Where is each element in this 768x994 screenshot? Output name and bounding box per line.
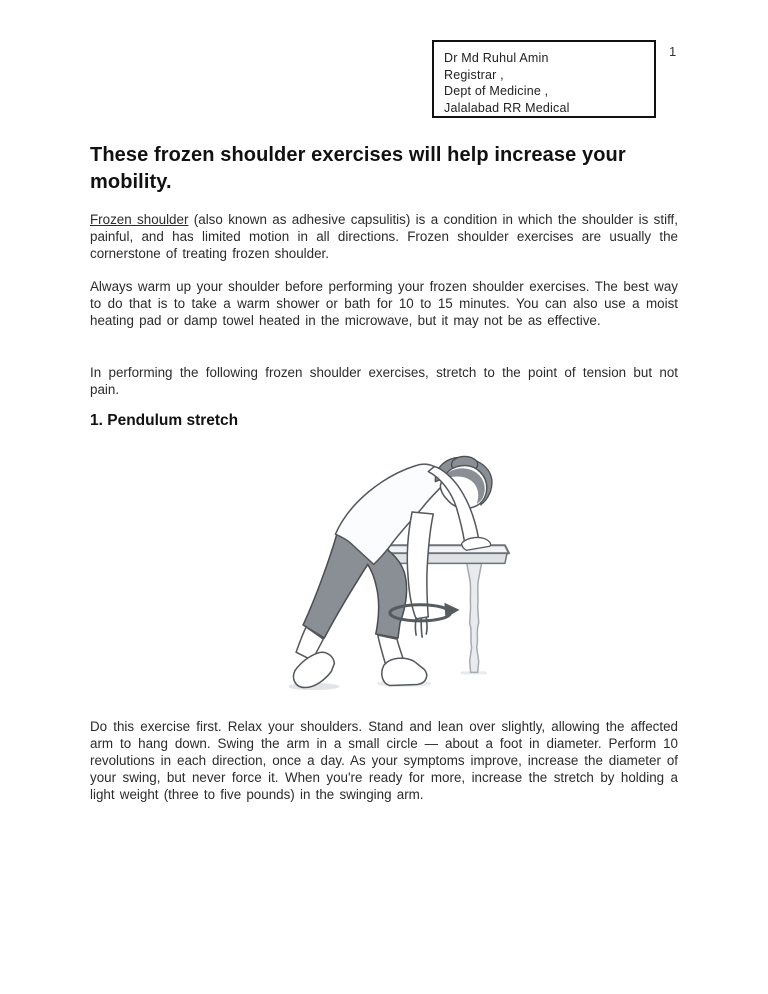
intro-paragraph bbox=[90, 211, 678, 262]
instructions-paragraph: Do this exercise first. Relax your shoulders. Stand and lean over slightly, allowing the affected arm to hang down. Swing the arm in a small circle — about a foot in diameter. Perform 10 revolutions in each direction, once a day. As your symptoms improve, increase the diameter of your swing, but never force it. When you're ready for more, increase the stretch by holding a light weight (three to five pounds) in the swinging arm. bbox=[90, 719, 678, 802]
author-institution: Jalalabad RR Medical bbox=[444, 100, 570, 115]
author-dept: Dept of Medicine , bbox=[444, 84, 549, 98]
intro-lead-underlined: Frozen shoulder bbox=[90, 212, 189, 227]
author-name: Dr Md Ruhul Amin bbox=[444, 51, 549, 65]
page-number: 1 bbox=[669, 44, 677, 59]
back-shoe bbox=[294, 652, 335, 687]
intro-rest: (also known as adhesive capsulitis) is a condition in which the shoulder is stiff, painful, and has limited motion in all directions. Frozen shoulder exercises are usually the cornerstone of treating frozen shoulder. bbox=[90, 212, 678, 261]
hanging-arm bbox=[407, 512, 433, 619]
pendulum-stretch-illustration bbox=[289, 455, 511, 693]
document-title: These frozen shoulder exercises will help increase your mobility. bbox=[90, 144, 626, 193]
section-heading-pendulum-stretch: 1. Pendulum stretch bbox=[90, 412, 239, 429]
author-title: Registrar , bbox=[444, 67, 504, 82]
caution-paragraph: In performing the following frozen shoulder exercises, stretch to the point of tension but not pain. bbox=[90, 365, 678, 397]
author-box bbox=[432, 40, 656, 118]
person bbox=[294, 456, 492, 687]
table-leg bbox=[467, 562, 482, 672]
warmup-paragraph: Always warm up your shoulder before performing your frozen shoulder exercises. The best way to do that is to take a warm shower or bath for 10 to 15 minutes. You can also use a moist heating pad or damp towel heated in the microwave, but it may not be as effective. bbox=[90, 279, 678, 328]
front-shoe bbox=[382, 658, 427, 685]
pendulum-stretch-figure bbox=[289, 455, 511, 693]
